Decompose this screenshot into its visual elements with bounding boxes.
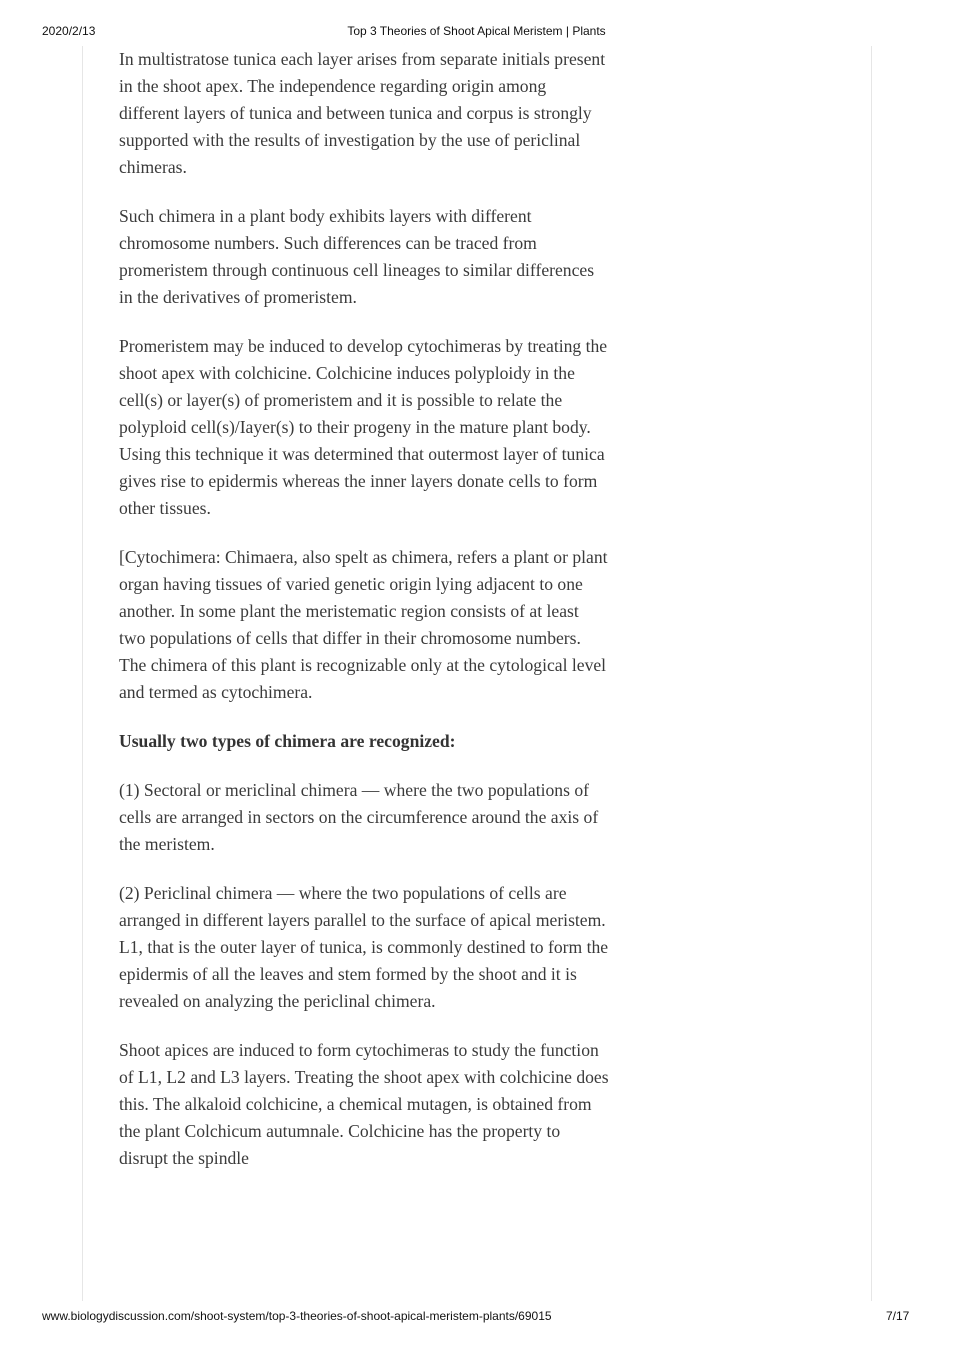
footer-url: www.biologydiscussion.com/shoot-system/top-3-theories-of-shoot-apical-meristem-plants/69015: [42, 1309, 552, 1323]
article-body: [119, 46, 609, 1194]
paragraph-shoot-apices-colchicine: Shoot apices are induced to form cytochimeras to study the function of L1, L2 and L3 layers. Treating the shoot apex with colchicine does this. The alkaloid colchicine, a chemical mutagen, is obtained from the plant Colchicum autumnale. Colchicine has the property to disrupt the spindle: [119, 1040, 609, 1168]
paragraph-promeristem-colchicine: Promeristem may be induced to develop cytochimeras by treating the shoot apex with colchicine. Colchicine induces polyploidy in the cell(s) or layer(s) of promeristem and it is possible to relate the polyploid cell(s)/Iayer(s) to their progeny in the mature plant body. Using this technique it was determined that outermost layer of tunica gives rise to epidermis whereas the inner layers donate cells to form other tissues.: [119, 336, 608, 518]
subheading-chimera-types: Usually two types of chimera are recognized:: [119, 731, 456, 751]
paragraph-periclinal-chimera: (2) Periclinal chimera — where the two populations of cells are arranged in different layers parallel to the surface of apical meristem. L1, that is the outer layer of tunica, is commonly destined to form the epidermis of all the leaves and stem formed by the shoot and it is revealed on analyzing the periclinal chimera.: [119, 883, 609, 1011]
paragraph-sectoral-chimera: (1) Sectoral or mericlinal chimera — where the two populations of cells are arranged in sectors on the circumference around the axis of the meristem.: [119, 780, 599, 854]
page-number: 7/17: [886, 1309, 910, 1323]
right-border-line: [871, 46, 872, 1301]
left-border-line: [82, 46, 83, 1301]
paragraph-chimera-layers: Such chimera in a plant body exhibits layers with different chromosome numbers. Such differences can be traced from promeristem through continuous cell lineages to similar differences in the derivatives of promeristem.: [119, 206, 595, 307]
print-date: 2020/2/13: [42, 24, 96, 38]
print-page-title: Top 3 Theories of Shoot Apical Meristem | Plants: [347, 24, 606, 38]
paragraph-multistratose-tunica: In multistratose tunica each layer arises from separate initials present in the shoot apex. The independence regarding origin among different layers of tunica and between tunica and corpus is strongly supported with the results of investigation by the use of periclinal chimeras.: [119, 49, 606, 177]
paragraph-cytochimera-definition: [Cytochimera: Chimaera, also spelt as chimera, refers a plant or plant organ having tissues of varied genetic origin lying adjacent to one another. In some plant the meristematic region consists of at least two populations of cells that differ in their chromosome numbers. The chimera of this plant is recognizable only at the cytological level and termed as cytochimera.: [119, 547, 608, 702]
